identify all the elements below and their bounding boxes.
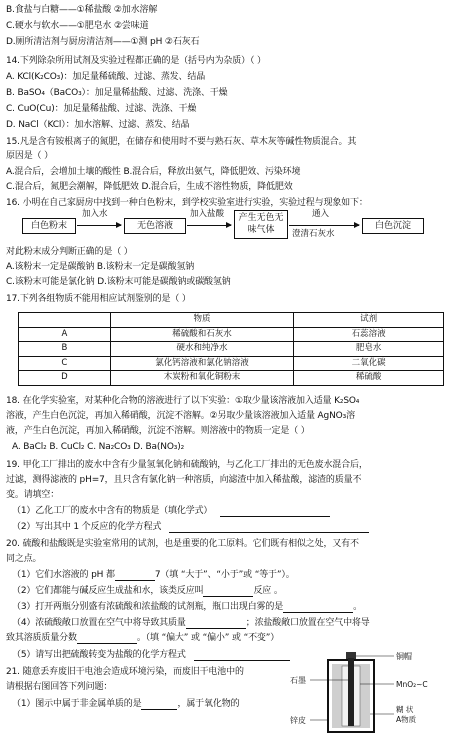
- answer-blank[interactable]: [141, 700, 177, 710]
- q21-stem-cont: 请根据右图回答下列问题：: [6, 682, 113, 692]
- q20-part2-text-b: 反应 。: [253, 586, 283, 596]
- q15-options-cd: C.混合后，氮肥会潮解，降低肥效 D.混合后，生成不溶性物质，降低肥效: [6, 182, 293, 192]
- q17-stem: 17.下列各组物质不能用相应试剂鉴别的是（ ）: [6, 294, 191, 304]
- q13-option-d: D.厕所清洁剂与厨房清洁剂——①测 pH ②石灰石: [6, 37, 200, 47]
- q20-part3: [12, 602, 362, 613]
- table-row: [19, 342, 444, 357]
- table-cell: B: [19, 342, 111, 357]
- answer-blank[interactable]: [115, 571, 155, 581]
- q18-stem: 18. 在化学实验室，对某种化合物的溶液进行了以下实验：①取少量该溶液加入适量 K₂SO₄: [6, 396, 360, 406]
- flow-step3-top-label: 通入: [312, 209, 330, 219]
- answer-blank[interactable]: [283, 603, 353, 613]
- q19-part2-text: （2）写出其中 1 个反应的化学方程式: [12, 522, 162, 532]
- table-row: [19, 327, 444, 342]
- q18-stem-cont1: 溶液，产生白色沉淀，再加入稀硝酸，沉淀不溶解。②另取少量该溶液加入适量 AgNO₃溶: [6, 411, 355, 421]
- flow-end-box: 白色沉淀: [362, 218, 424, 234]
- table-row: [19, 356, 444, 371]
- q20-part2: [12, 586, 283, 597]
- q20-part3-text-a: （3）打开两瓶分别盛有浓硫酸和浓盐酸的试剂瓶，瓶口出现白雾的是: [12, 602, 284, 612]
- table-cell: 肥皂水: [294, 342, 444, 357]
- flow-gas-box: 产生无色无味气体: [234, 210, 288, 239]
- label-zinc: 锌皮: [290, 716, 306, 725]
- flow-arrow-1: [77, 225, 121, 226]
- q20-part1-text-b: 7（填 “大于”、“小于”或 “等于”）。: [154, 570, 295, 580]
- q16-options-ab: A.该粉末一定是碳酸钠 B.该粉末一定是碳酸氢钠: [6, 262, 195, 272]
- q16-options-cd: C.该粉末可能是氯化钠 D.该粉末可能是碳酸钠或碳酸氢钠: [6, 277, 231, 287]
- experiment-flowchart: [22, 210, 442, 240]
- q20-part4-text-a: （4）浓硫酸敞口放置在空气中将导致其质量: [12, 618, 186, 628]
- flow-start-box: 白色粉末: [22, 218, 76, 234]
- answer-blank[interactable]: [77, 634, 137, 644]
- q14-option-b: B. BaSO₄（BaCO₃）：加足量稀盐酸、过滤、洗涤、干燥: [6, 88, 228, 98]
- label-paste-line2: A物质: [396, 715, 417, 724]
- q14-option-c: C. CuO(Cu)：加足量稀盐酸、过滤、洗涤、干燥: [6, 104, 197, 114]
- q20-part4: [12, 618, 370, 629]
- table-header-row: [19, 313, 444, 328]
- q19-part2: [12, 522, 369, 533]
- label-graphite: 石墨: [290, 676, 306, 685]
- flow-step3-bottom-label: 澄清石灰水: [292, 229, 335, 239]
- q13-option-b: B.食盐与白糖——①稀盐酸 ②加水溶解: [6, 5, 158, 15]
- q19-stem-cont1: 过滤，测得滤液的 pH=7，且只含有氯化钠一种溶质，向滤渣中加入稀盐酸，滤渣的质量不: [6, 475, 362, 485]
- table-header-cell: [19, 313, 111, 328]
- q20-stem: 20. 硫酸和盐酸既是实验室常用的试剂，也是重要的化工原料。它们既有相似之处，又有不: [6, 539, 359, 549]
- table-cell: 稀硫酸: [294, 371, 444, 386]
- label-paste-line1: 糊 状: [396, 705, 414, 714]
- table-cell: C: [19, 356, 111, 371]
- q13-option-c: C.硬水与软水——①肥皂水 ②尝味道: [6, 21, 149, 31]
- q21-part1-text-b: ，属于氧化物的: [177, 699, 240, 709]
- table-cell: 氯化钙溶液和氯化钠溶液: [110, 356, 294, 371]
- answer-blank[interactable]: [186, 619, 246, 629]
- flow-arrow-2: [187, 225, 231, 226]
- q14-stem: 14.下列除杂所用试剂及实验过程都正确的是（括号内为杂质）（ ）: [6, 56, 266, 66]
- q16-question: 对此粉末成分判断正确的是（ ）: [6, 247, 133, 257]
- label-copper-cap: 铜帽: [396, 652, 412, 661]
- table-cell: 稀硫酸和石灰水: [110, 327, 294, 342]
- q20-part3-text-b: 。: [353, 602, 362, 612]
- q19-part1-text: （1）乙化工厂的废水中含有的物质是（填化学式）: [12, 506, 213, 516]
- q20-part2-text-a: （2）它们都能与碱反应生成盐和水，该类反应叫: [12, 586, 204, 596]
- table-header-cell: 试剂: [294, 313, 444, 328]
- q20-part4-cont: [6, 633, 279, 644]
- q15-stem-cont: 原因是（ ）: [6, 151, 53, 161]
- flow-arrow-3: [289, 225, 359, 226]
- q19-stem-cont2: 变。请填空：: [6, 490, 60, 500]
- q16-stem: 16. 小明在自己家厨房中找到一种白色粉末，到学校实验室进行实验，实验过程与现象如下：: [6, 198, 368, 208]
- table-cell: 二氧化碳: [294, 356, 444, 371]
- graphite-rod: [348, 658, 354, 726]
- flow-step1-label: 加入水: [82, 209, 108, 219]
- q20-stem-cont: 同之点。: [6, 554, 42, 564]
- answer-blank[interactable]: [220, 507, 330, 517]
- q21-part1-text-a: （1）图示中属于非金属单质的是: [12, 699, 142, 709]
- answer-blank[interactable]: [203, 587, 253, 597]
- q19-stem: 19. 甲化工厂排出的废水中含有少量氢氧化钠和硫酸钠，与乙化工厂排出的无色废水混合后，: [6, 460, 368, 470]
- q20-part4-text-c: 致其溶质质量分数: [6, 633, 77, 643]
- table-header-cell: 物质: [110, 313, 294, 328]
- q14-option-d: D. NaCl（KCl）：加水溶解、过滤、蒸发、结晶: [6, 120, 190, 130]
- q20-part4-text-d: 。（填 “偏大” 或 “偏小” 或 “不变”）: [136, 633, 280, 643]
- q20-part1-text-a: （1）它们水溶液的 pH 都: [12, 570, 115, 580]
- table-cell: 石蕊溶液: [294, 327, 444, 342]
- q19-part1: [12, 506, 330, 517]
- q20-part5-text: （5）请写出把硫酸转变为盐酸的化学方程式: [12, 650, 186, 660]
- q17-table: [18, 312, 444, 386]
- q20-part1: [12, 570, 295, 581]
- flow-solution-box: 无色溶液: [124, 218, 186, 234]
- q14-option-a: A. KCl(K₂CO₃)：加足量稀硫酸、过滤、蒸发、结晶: [6, 72, 206, 82]
- q18-options: A. BaCl₂ B. CuCl₂ C. Na₂CO₃ D. Ba(NO₃)₂: [12, 442, 185, 452]
- q21-stem: 21. 随意丢弃废旧干电池会造成环境污染，而废旧干电池中的: [6, 667, 244, 677]
- q18-stem-cont2: 液，产生白色沉淀，再加入稀硝酸，沉淀不溶解。则溶液中的物质一定是（ ）: [6, 426, 310, 436]
- table-cell: D: [19, 371, 111, 386]
- q20-part4-text-b: ；浓盐酸敞口放置在空气中将导: [245, 618, 370, 628]
- q15-options-ab: A.混合后，会增加土壤的酸性 B.混合后，释放出氨气，降低肥效、污染环境: [6, 167, 301, 177]
- label-mno2: MnO₂~C: [396, 680, 428, 689]
- q21-part1: [12, 699, 239, 710]
- table-cell: A: [19, 327, 111, 342]
- table-row: [19, 371, 444, 386]
- q15-stem: 15.凡是含有铵根离子的氮肥，在储存和使用时不要与熟石灰、草木灰等碱性物质混合。其: [6, 137, 357, 147]
- answer-blank[interactable]: [169, 523, 369, 533]
- battery-diagram: [290, 650, 450, 734]
- flow-step2-label: 加入盐酸: [190, 209, 225, 219]
- table-cell: 木炭粉和氧化铜粉末: [110, 371, 294, 386]
- table-cell: 硬水和纯净水: [110, 342, 294, 357]
